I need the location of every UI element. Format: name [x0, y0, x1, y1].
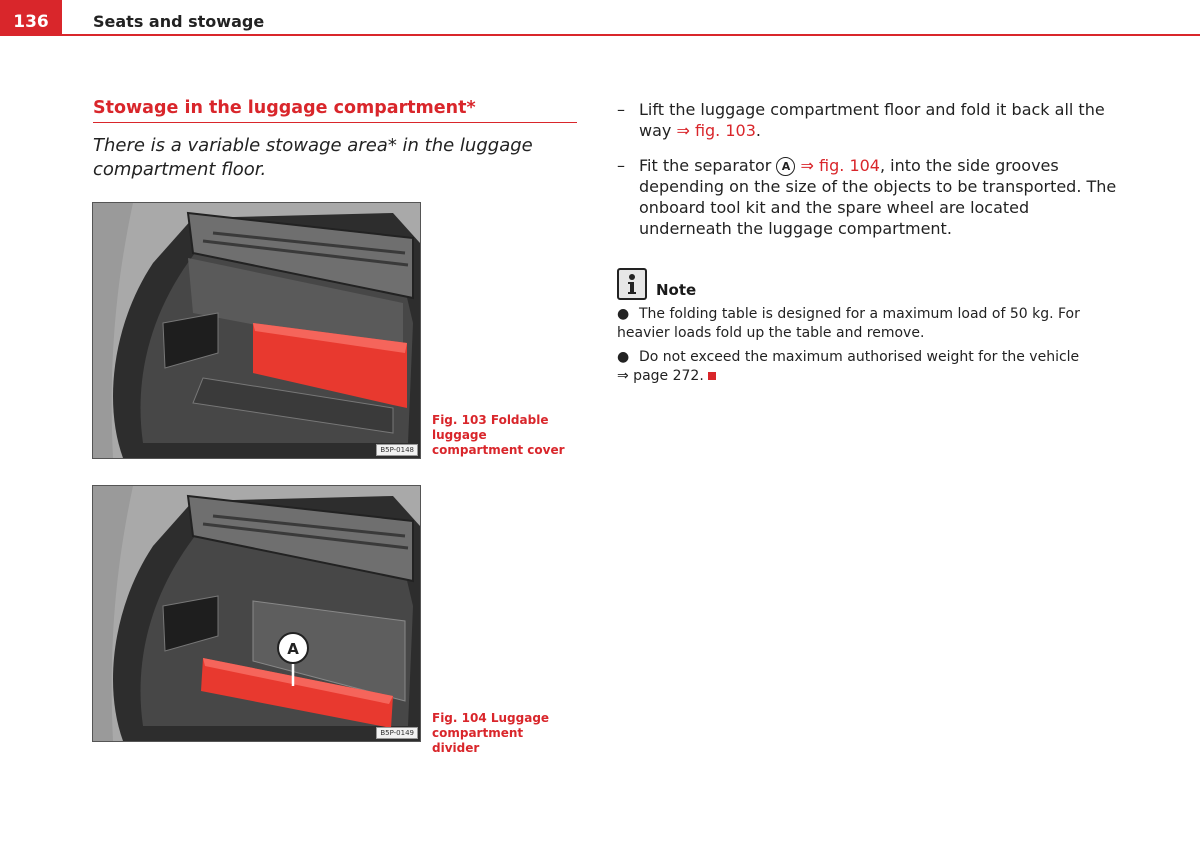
note-item	[617, 348, 1117, 386]
note-text: Do not exceed the maximum authorised weight for the vehicle	[639, 349, 1080, 365]
note-item	[617, 305, 1117, 343]
note-title: Note	[656, 281, 697, 299]
chapter-title: Seats and stowage	[93, 12, 265, 31]
figure-104-caption: Fig. 104 Luggage compartment divider	[432, 711, 550, 755]
section-title: Stowage in the luggage compartment*	[93, 98, 577, 123]
figure-code: B5P-0148	[376, 444, 418, 456]
step-dash: –	[617, 156, 625, 175]
step-text-after: .	[755, 121, 761, 140]
bullet-icon: ●	[617, 306, 630, 322]
callout-a: A	[287, 640, 299, 658]
page-link[interactable]: ⇒ page 272.	[617, 368, 704, 384]
step-item	[617, 99, 1117, 141]
note-box	[617, 268, 1117, 386]
figure-104-image	[92, 485, 421, 742]
step-item	[617, 155, 1117, 239]
figure-code: B5P-0149	[376, 727, 418, 739]
figure-link[interactable]: ⇒ fig. 103	[676, 121, 756, 140]
header-rule	[0, 34, 1200, 36]
note-text: The folding table is designed for a maximum load of 50 kg. For heavier loads fold up the table and remove.	[617, 306, 1080, 341]
page-number: 136	[0, 0, 62, 36]
bullet-icon: ●	[617, 349, 630, 365]
step-text-after: , into the side grooves depending on the size of the objects to be transported. The onboard tool kit and the spare wheel are located underneath the luggage compartment.	[639, 156, 1117, 238]
marker-a: A	[776, 157, 795, 176]
step-text: Lift the luggage compartment floor and fold it back all the way	[639, 100, 1105, 140]
info-icon	[617, 268, 647, 300]
section-intro: There is a variable stowage area* in the luggage compartment floor.	[93, 135, 533, 180]
figure-link[interactable]: ⇒ fig. 104	[800, 156, 880, 175]
end-mark-icon	[708, 372, 716, 380]
instruction-steps	[617, 99, 1117, 253]
figure-103-caption: Fig. 103 Foldable luggage compartment cover	[432, 413, 565, 457]
step-dash: –	[617, 100, 625, 119]
step-text: Fit the separator	[639, 156, 772, 175]
figure-103-image	[92, 202, 421, 459]
